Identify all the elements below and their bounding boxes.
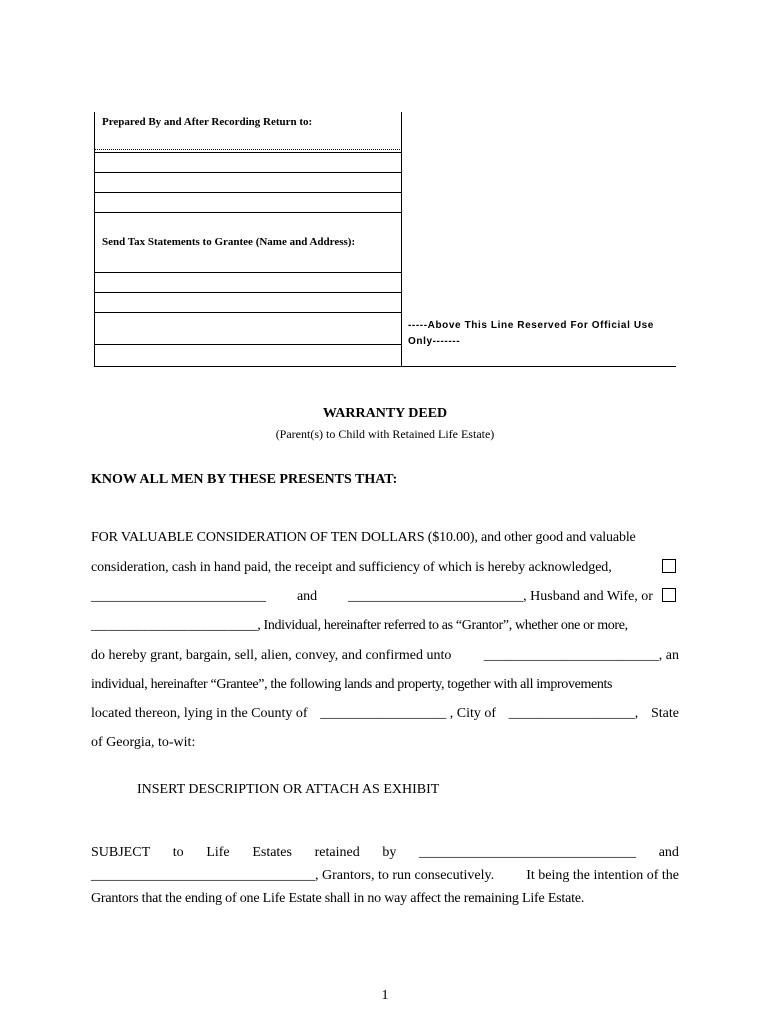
box-left-border — [94, 112, 95, 366]
second-grantor-blank[interactable]: ________________________________, Grantors, to run consecutively. — [91, 868, 495, 883]
page-number: 1 — [381, 988, 389, 1003]
box-right-border — [401, 112, 402, 366]
intention-text: It being the intention of the — [526, 868, 679, 883]
county-blank[interactable]: __________________ , City of — [320, 706, 497, 721]
subject-word-3: Life — [206, 845, 230, 860]
tax-line-1[interactable] — [94, 272, 402, 273]
prepared-by-label: Prepared By and After Recording Return to: — [102, 116, 313, 128]
located-text: located thereon, lying in the County of — [91, 706, 308, 721]
tax-line-3[interactable] — [94, 312, 402, 313]
grantee-line — [91, 648, 679, 664]
recording-box — [94, 112, 402, 366]
grantor-line-individual[interactable]: _________________________, Individual, hereinafter referred to as “Grantor”, whether one or more, — [91, 618, 628, 633]
prepared-line-1[interactable] — [94, 149, 402, 150]
and-word: and — [296, 589, 318, 604]
county-city-line — [91, 706, 679, 722]
georgia-line: of Georgia, to-wit: — [91, 735, 196, 750]
remaining-life-estate-line: Grantors that the ending of one Life Estate shall in no way affect the remaining Life Estate. — [91, 891, 585, 906]
consideration-line-2: consideration, cash in hand paid, the receipt and sufficiency of which is hereby acknowledged, — [91, 560, 612, 575]
document-subtitle: (Parent(s) to Child with Retained Life Estate) — [275, 427, 495, 441]
individual-checkbox[interactable] — [662, 588, 676, 602]
reserved-line — [94, 366, 676, 367]
city-blank[interactable]: __________________, — [508, 706, 639, 721]
tax-line-4[interactable] — [94, 344, 402, 345]
insert-description-text: INSERT DESCRIPTION OR ATTACH AS EXHIBIT — [137, 782, 440, 797]
life-estate-holder-blank[interactable]: _______________________________ — [419, 845, 637, 860]
subject-line — [91, 845, 679, 861]
subject-word-1: SUBJECT — [91, 845, 151, 860]
subject-word-2: to — [172, 845, 184, 860]
subject-word-6: by — [382, 845, 397, 860]
grantee-blank[interactable]: _________________________, an — [483, 648, 679, 663]
state-word: State — [651, 706, 679, 721]
official-use-note: -----Above This Line Reserved For Official Use Only------- — [408, 320, 654, 347]
grantor-2-blank[interactable]: _________________________, Husband and Wife, or — [348, 589, 653, 604]
grantee-description-line: individual, hereinafter “Grantee”, the following lands and property, together with all improvements — [91, 677, 613, 692]
tax-statements-label: Send Tax Statements to Grantee (Name and Address): — [102, 236, 356, 248]
prepared-line-2[interactable] — [94, 152, 402, 153]
consideration-line-1: FOR VALUABLE CONSIDERATION OF TEN DOLLARS ($10.00), and other good and valuable — [91, 530, 636, 545]
subject-word-4: Estates — [252, 845, 292, 860]
subject-word-and: and — [658, 845, 679, 860]
know-all-heading: KNOW ALL MEN BY THESE PRESENTS THAT: — [91, 472, 398, 487]
tax-line-2[interactable] — [94, 292, 402, 293]
prepared-line-5[interactable] — [94, 212, 402, 213]
husband-wife-checkbox[interactable] — [662, 559, 676, 573]
document-title: WARRANTY DEED — [322, 406, 448, 421]
prepared-line-3[interactable] — [94, 172, 402, 173]
grantor-line-couple — [91, 589, 653, 605]
prepared-line-4[interactable] — [94, 192, 402, 193]
grantors-consecutive-line — [91, 868, 679, 884]
grant-convey-text: do hereby grant, bargain, sell, alien, convey, and confirmed unto — [91, 648, 452, 663]
subject-word-5: retained — [314, 845, 360, 860]
grantor-1-blank[interactable]: _________________________ — [91, 589, 266, 604]
